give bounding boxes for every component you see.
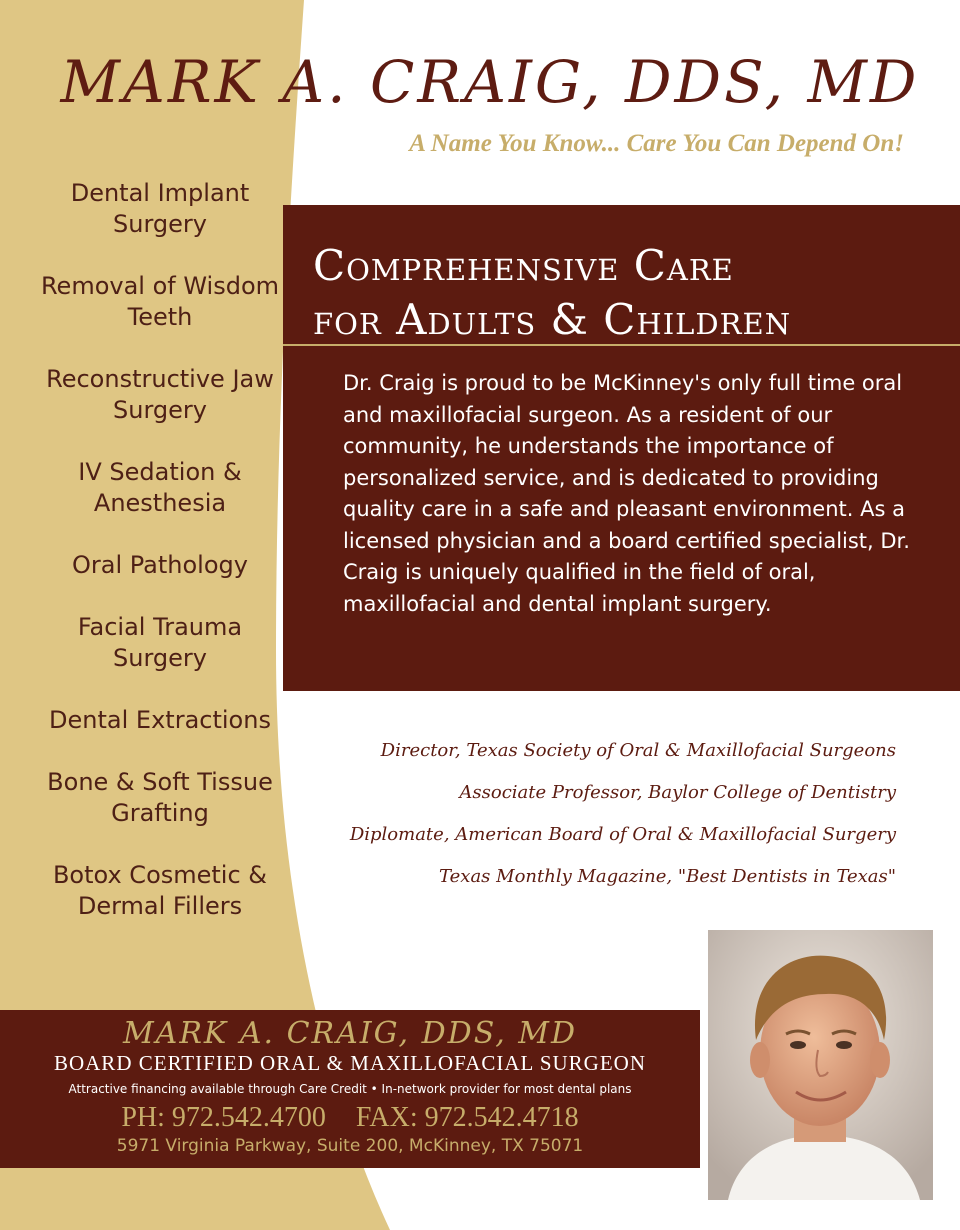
credential-item: Texas Monthly Magazine, "Best Dentists in Texas"	[439, 866, 896, 887]
address: 5971 Virginia Parkway, Suite 200, McKinney, TX 75071	[116, 1136, 584, 1156]
financing-note: Attractive financing available through Care Credit • In-network provider for most dental plans	[68, 1082, 632, 1096]
credential-item: Director, Texas Society of Oral & Maxillofacial Surgeons	[380, 740, 896, 761]
panel-body-text: Dr. Craig is proud to be McKinney's only full time oral and maxillofacial surgeon. As a resident of our community, he understands the importance of personalized service, and is dedicated to providing quality care in a safe and pleasant environment. As a licensed physician and a board certified specialist, Dr. Craig is uniquely qualified in the field of oral, maxillofacial and dental implant surgery.	[343, 371, 910, 616]
contact-footer	[0, 1010, 700, 1168]
credentials-list	[256, 730, 896, 898]
service-item: Facial Trauma Surgery	[77, 613, 243, 672]
fax-number: FAX: 972.542.4718	[355, 1102, 579, 1133]
panel-heading-line1: Comprehensive Care	[313, 241, 734, 290]
service-item: Reconstructive Jaw Surgery	[46, 365, 274, 424]
service-item: Removal of Wisdom Teeth	[40, 272, 280, 331]
service-item: Dental Implant Surgery	[70, 179, 250, 238]
panel-heading-line2: for Adults & Children	[313, 295, 792, 344]
credential-item: Associate Professor, Baylor College of Dentistry	[459, 782, 896, 803]
service-item: Bone & Soft Tissue Grafting	[47, 768, 273, 827]
portrait-illustration	[708, 930, 933, 1200]
phone-fax-line	[0, 1102, 700, 1134]
services-list	[30, 178, 290, 953]
service-item: Dental Extractions	[49, 706, 271, 734]
footer-subtitle: BOARD CERTIFIED ORAL & MAXILLOFACIAL SURGEON	[53, 1051, 647, 1075]
footer-doctor-name: MARK A. CRAIG, DDS, MD	[122, 1016, 578, 1051]
phone-number: PH: 972.542.4700	[121, 1102, 326, 1133]
service-item: IV Sedation & Anesthesia	[78, 458, 242, 517]
tagline: A Name You Know... Care You Can Depend On!	[409, 130, 904, 157]
service-item: Oral Pathology	[72, 551, 248, 579]
care-panel	[283, 205, 960, 691]
doctor-portrait	[708, 930, 933, 1200]
panel-heading	[283, 205, 960, 344]
doctor-name-title: MARK A. CRAIG, DDS, MD	[60, 48, 920, 116]
service-item: Botox Cosmetic & Dermal Fillers	[52, 861, 268, 920]
credential-item: Diplomate, American Board of Oral & Maxillofacial Surgery	[349, 824, 896, 845]
